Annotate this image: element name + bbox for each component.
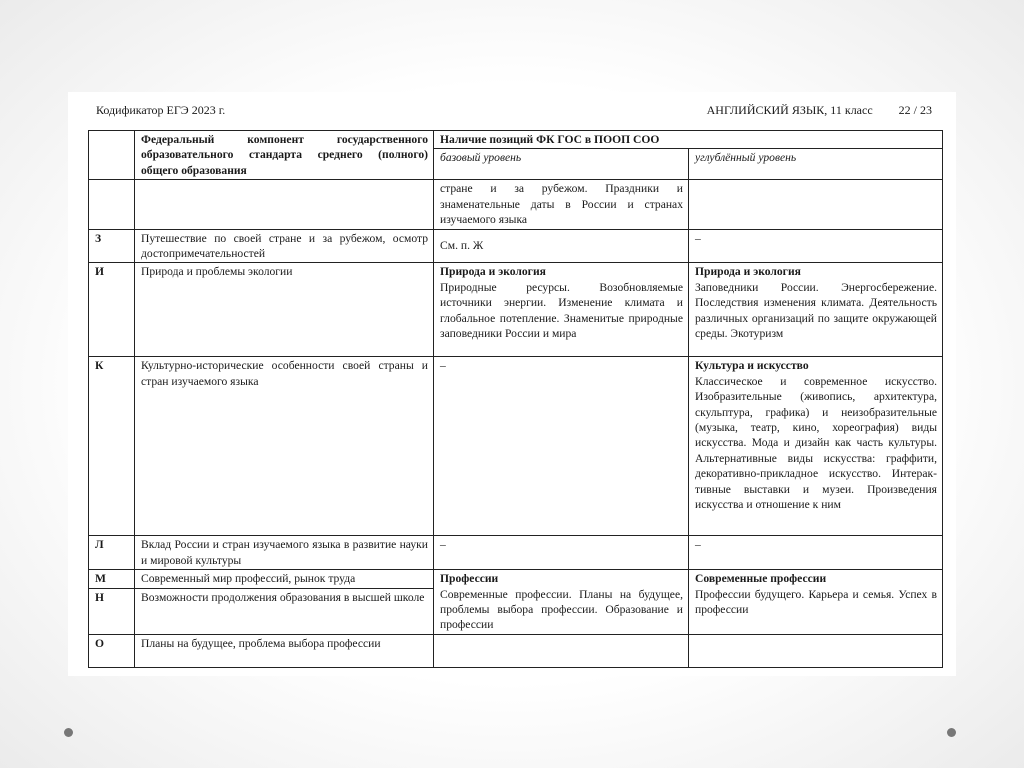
advanced-cell: –: [689, 229, 943, 263]
code-header-cell: [89, 131, 135, 180]
row-topic: Планы на будущее, проблема выбора профессии: [135, 634, 434, 667]
advanced-subtitle: Природа и экология: [695, 265, 801, 279]
basic-text: Современные профессии. Планы на будущее, проблемы выбора профессии. Образование и профессии: [440, 587, 683, 632]
page-header: [96, 103, 932, 121]
gos-header: Наличие позиций ФК ГОС в ПООП СОО: [434, 131, 943, 149]
row-topic: Современный мир профессий, рынок труда: [135, 570, 434, 588]
advanced-cell: [689, 263, 943, 357]
content-table: [88, 130, 943, 668]
document-page: [68, 92, 956, 676]
row-topic: Возможности продолжения образования в высшей школе: [135, 588, 434, 634]
row-topic: [135, 180, 434, 229]
table-row: [89, 570, 943, 588]
basic-cell: [434, 263, 689, 357]
basic-level-header: базовый уровень: [434, 149, 689, 180]
basic-cell: См. п. Ж: [434, 229, 689, 263]
advanced-cell: [689, 634, 943, 667]
row-topic: Вклад России и стран изучаемого языка в развитие науки и мировой культуры: [135, 536, 434, 570]
basic-cell: [434, 570, 689, 635]
row-code: М: [89, 570, 135, 588]
advanced-cell: [689, 180, 943, 229]
row-code: И: [89, 263, 135, 357]
basic-cell: –: [434, 357, 689, 536]
table-row: [89, 536, 943, 570]
advanced-level-header: углублённый уровень: [689, 149, 943, 180]
advanced-cell: [689, 357, 943, 536]
row-code: [89, 180, 135, 229]
basic-cell: [434, 634, 689, 667]
row-code: К: [89, 357, 135, 536]
slide-nav-dot-left[interactable]: [64, 728, 73, 737]
subject-label: АНГЛИЙСКИЙ ЯЗЫК, 11 класс: [706, 103, 873, 117]
advanced-cell: [689, 570, 943, 635]
row-code: О: [89, 634, 135, 667]
row-topic: Природа и проблемы экологии: [135, 263, 434, 357]
subject-and-page: [707, 103, 932, 118]
basic-subtitle: Природа и экология: [440, 265, 546, 279]
advanced-text: Профессии будущего. Карьера и семья. Успех в профессии: [695, 587, 938, 617]
table-row: [89, 634, 943, 667]
row-topic: Путешествие по своей стране и за рубежом, осмотр достопримечательностей: [135, 229, 434, 263]
page-number: 22 / 23: [898, 103, 932, 117]
table-row: [89, 229, 943, 263]
fk-header: Федеральный компонент государственного образовательного стандарта среднего (полного) общего образования: [135, 131, 434, 180]
basic-text: Природные ресурсы. Возобновляемые источники энергии. Изменение климата и глобальное потепление. Знаменитые природные заповедники России и мира: [440, 280, 683, 341]
table-row: [89, 357, 943, 536]
table-header-row: [89, 131, 943, 149]
row-code: З: [89, 229, 135, 263]
basic-subtitle: Профессии: [440, 572, 499, 586]
basic-text: стране и за рубежом. Праздники и знаменательные даты в России и странах изучаемого языка: [440, 182, 683, 227]
advanced-cell: –: [689, 536, 943, 570]
table-row: [89, 180, 943, 229]
row-code: Л: [89, 536, 135, 570]
slide-nav-dot-right[interactable]: [947, 728, 956, 737]
advanced-subtitle: Современные профессии: [695, 572, 827, 586]
codifier-title: Кодификатор ЕГЭ 2023 г.: [96, 103, 226, 117]
advanced-subtitle: Культура и искусство: [695, 359, 809, 373]
row-code: Н: [89, 588, 135, 634]
basic-cell: [434, 180, 689, 229]
table-row: [89, 263, 943, 357]
basic-cell: –: [434, 536, 689, 570]
row-topic: Культурно-исторические особенности своей страны и стран изучаемого языка: [135, 357, 434, 536]
advanced-text: Классическое и современное искусство. Изобразительные (живопись, архитектура, скульптура, графика) и неизобразительные (музыка, театр, кино, хореография) виды искусства. Мода и дизайн как часть культуры. Альтернативные виды искусства: граффити, декоративно-прикладное искусство. Интерактивные выставки и музеи. Произведения искусства и отношение к ним: [695, 374, 938, 512]
advanced-text: Заповедники России. Энергосбережение. Последствия изменения климата. Деятельность различных организаций по защите окружающей среды. Экотуризм: [695, 280, 938, 341]
